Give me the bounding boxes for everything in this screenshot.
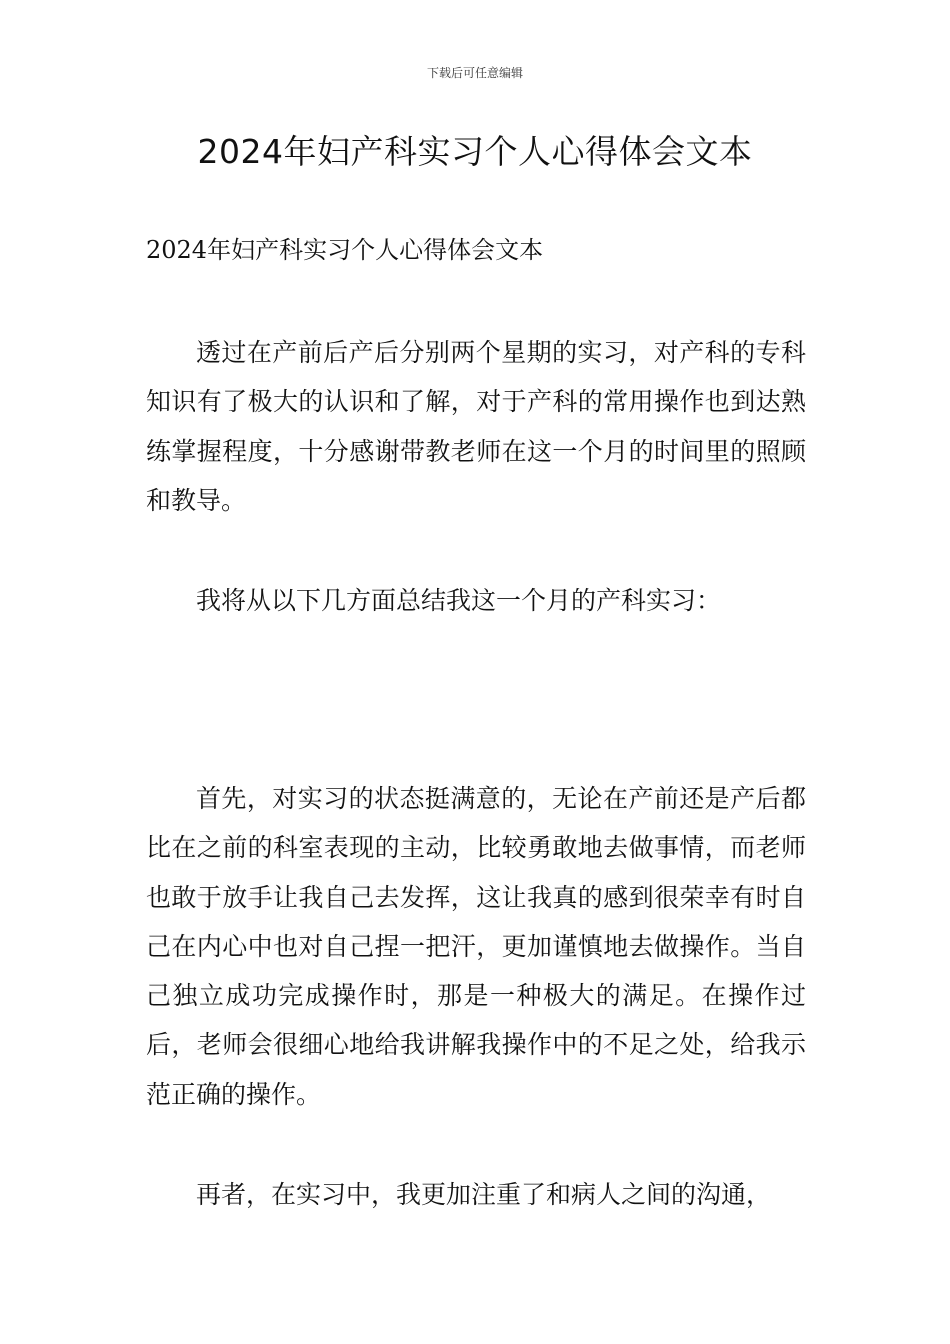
document-title: 2024年妇产科实习个人心得体会文本 (197, 132, 753, 171)
header-note: 下载后可任意编辑 (426, 66, 523, 80)
paragraph-4: 再者，在实习中，我更加注重了和病人之间的沟通， (196, 1180, 772, 1209)
paragraph-1: 透过在产前后产后分别两个星期的实习，对产科的专科知识有了极大的认识和了解，对于产科的常用操作也到达熟练掌握程度，十分感谢带教老师在这一个月的时间里的照顾和教导。 (146, 338, 806, 515)
paragraph-2: 我将从以下几方面总结我这一个月的产科实习： (196, 586, 722, 615)
paragraph-3: 首先，对实习的状态挺满意的，无论在产前还是产后都比在之前的科室表现的主动，比较勇敢地去做事情，而老师也敢于放手让我自己去发挥，这让我真的感到很荣幸有时自己在内心中也对自己捏一把汗，更加谨慎地去做操作。当自己独立成功完成操作时，那是一种极大的满足。在操作过后，老师会很细心地给我讲解我操作中的不足之处，给我示范正确的操作。 (146, 784, 806, 1109)
document-subtitle: 2024年妇产科实习个人心得体会文本 (146, 236, 544, 264)
